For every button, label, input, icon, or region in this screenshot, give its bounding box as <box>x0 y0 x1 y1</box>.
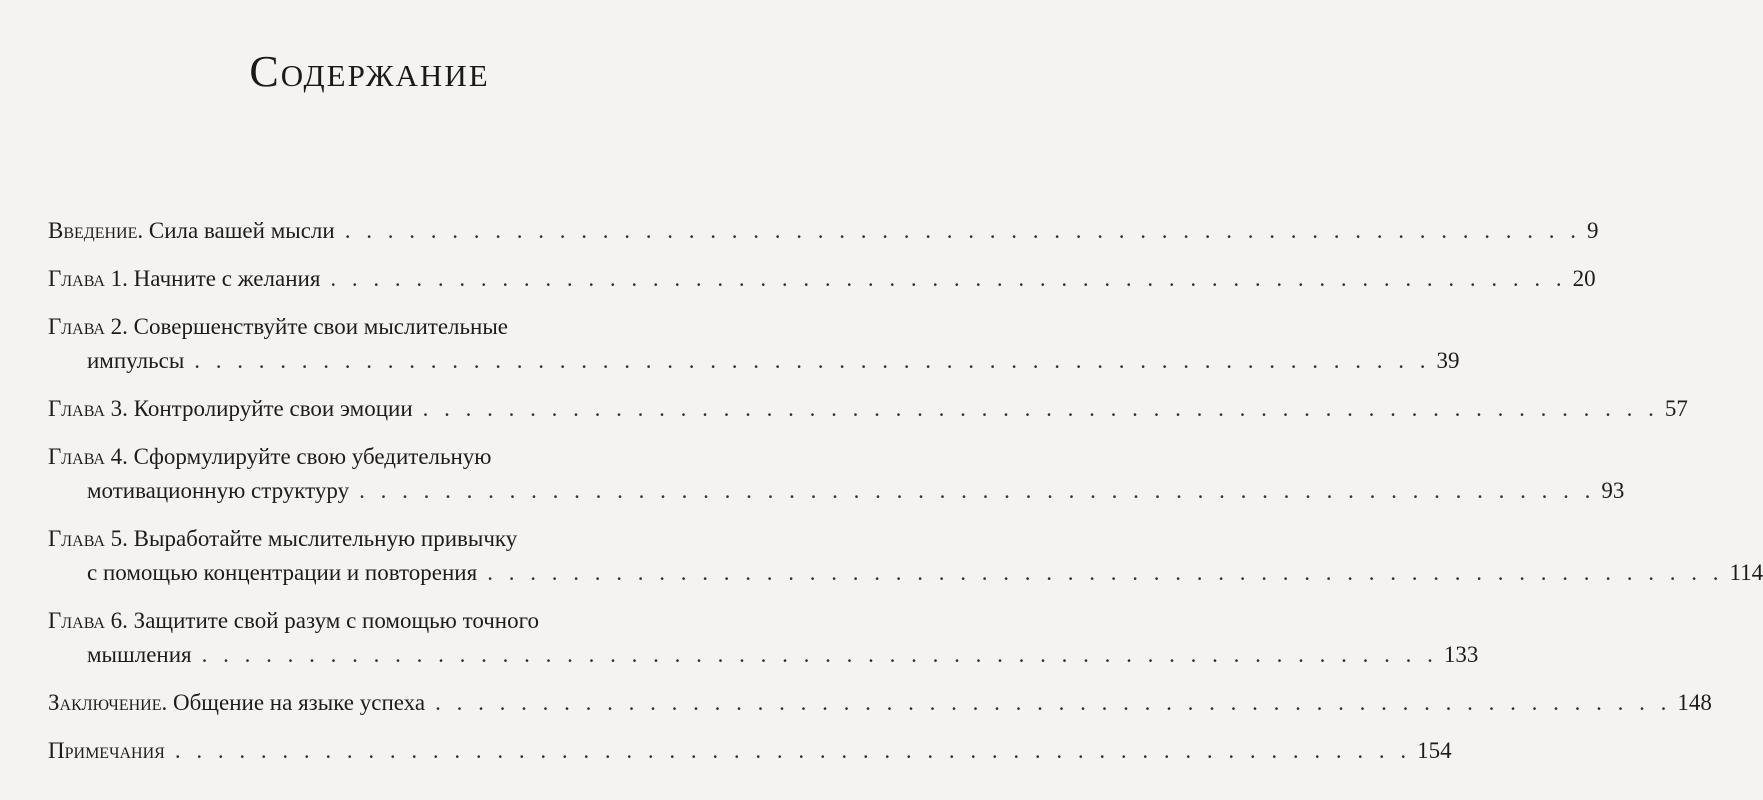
toc-entry-prefix: Глава 2. <box>48 314 128 339</box>
toc-entry-label <box>87 474 349 508</box>
toc-entry-text: Общение на языке успеха <box>173 690 426 715</box>
toc-page-number: 154 <box>1417 738 1452 763</box>
toc-entry-label <box>48 522 517 556</box>
toc-page-number: 93 <box>1601 478 1625 503</box>
toc-entry-label <box>48 440 492 474</box>
toc-line <box>48 474 1625 508</box>
toc-line <box>48 344 1460 378</box>
toc-page-number: 148 <box>1677 690 1712 715</box>
toc-entry-label <box>48 686 425 720</box>
toc-line <box>48 734 1452 768</box>
toc-entry[interactable] <box>48 604 1479 672</box>
toc-entry-text: импульсы <box>87 348 185 373</box>
toc-entry-label <box>48 214 335 248</box>
toc-entry-text: Сила вашей мысли <box>148 218 335 243</box>
toc-entry-label <box>87 344 184 378</box>
toc-entry-text: Совершенствуйте свои мыслительные <box>133 314 508 339</box>
toc-entry-prefix: Глава 4. <box>48 444 128 469</box>
toc-entry-text: Сформулируйте свою убедительную <box>133 444 492 469</box>
toc-line <box>48 638 1479 672</box>
toc-entry-label <box>87 638 192 672</box>
table-of-contents <box>48 214 1763 768</box>
toc-entry-text: Выработайте мыслительную привычку <box>133 526 518 551</box>
toc-entry-text: Защитите свой разум с помощью точного <box>133 608 539 633</box>
toc-entry[interactable] <box>48 734 1452 768</box>
dot-leader: . . . . . . . . . . . . . . . . . . . . . . . . . . . . . . . . . . . . . . . . . . . . . . . . . . . . . . . . . . <box>435 690 1672 715</box>
toc-entry-text: мышления <box>87 642 192 667</box>
toc-entry-prefix: Примечания <box>48 738 165 763</box>
dot-leader: . . . . . . . . . . . . . . . . . . . . . . . . . . . . . . . . . . . . . . . . . . . . . . . . . . . . . . . . . . <box>201 642 1438 667</box>
toc-entry-text: Начните с желания <box>133 266 321 291</box>
dot-leader: . . . . . . . . . . . . . . . . . . . . . . . . . . . . . . . . . . . . . . . . . . . . . . . . . . . . . . . . . . <box>344 218 1581 243</box>
toc-entry-label <box>48 310 508 344</box>
toc-line <box>48 556 1763 590</box>
toc-line <box>48 310 630 344</box>
toc-line <box>48 440 630 474</box>
page-title: Содержание <box>249 47 490 96</box>
toc-entry[interactable] <box>48 214 1599 248</box>
toc-entry[interactable] <box>48 440 1625 508</box>
toc-entry[interactable] <box>48 310 1460 378</box>
toc-line <box>48 522 630 556</box>
toc-entry-prefix: Глава 3. <box>48 396 128 421</box>
toc-entry[interactable] <box>48 686 1712 720</box>
toc-line <box>48 262 1596 296</box>
toc-line <box>48 392 1688 426</box>
toc-entry-label <box>48 734 165 768</box>
dot-leader: . . . . . . . . . . . . . . . . . . . . . . . . . . . . . . . . . . . . . . . . . . . . . . . . . . . . . . . . . . <box>359 478 1596 503</box>
toc-entry-prefix: Глава 5. <box>48 526 128 551</box>
toc-page-number: 39 <box>1436 348 1460 373</box>
toc-entry-label <box>87 556 477 590</box>
toc-line <box>48 214 1599 248</box>
toc-entry-label <box>48 604 539 638</box>
toc-line <box>48 604 630 638</box>
toc-entry-prefix: Заключение. <box>48 690 168 715</box>
toc-entry-label <box>48 262 320 296</box>
toc-page-number: 133 <box>1443 642 1479 667</box>
toc-entry[interactable] <box>48 392 1688 426</box>
toc-entry-prefix: Глава 1. <box>48 266 128 291</box>
toc-entry[interactable] <box>48 522 1763 590</box>
toc-page-number: 114 <box>1729 560 1763 585</box>
dot-leader: . . . . . . . . . . . . . . . . . . . . . . . . . . . . . . . . . . . . . . . . . . . . . . . . . . . . . . . . . . <box>174 738 1412 763</box>
toc-page-number: 20 <box>1572 266 1596 291</box>
toc-entry[interactable] <box>48 262 1596 296</box>
toc-page-number: 9 <box>1586 218 1599 243</box>
toc-entry-label <box>48 392 413 426</box>
dot-leader: . . . . . . . . . . . . . . . . . . . . . . . . . . . . . . . . . . . . . . . . . . . . . . . . . . . . . . . . . . <box>487 560 1724 585</box>
dot-leader: . . . . . . . . . . . . . . . . . . . . . . . . . . . . . . . . . . . . . . . . . . . . . . . . . . . . . . . . . . <box>330 266 1567 291</box>
toc-line <box>48 686 1712 720</box>
toc-entry-text: с помощью концентрации и повторения <box>87 560 478 585</box>
toc-page-number: 57 <box>1664 396 1688 421</box>
toc-entry-prefix: Введение. <box>48 218 144 243</box>
dot-leader: . . . . . . . . . . . . . . . . . . . . . . . . . . . . . . . . . . . . . . . . . . . . . . . . . . . . . . . . . . <box>422 396 1659 421</box>
toc-entry-text: Контролируйте свои эмоции <box>133 396 413 421</box>
dot-leader: . . . . . . . . . . . . . . . . . . . . . . . . . . . . . . . . . . . . . . . . . . . . . . . . . . . . . . . . . . <box>194 348 1431 373</box>
toc-entry-text: мотивационную структуру <box>87 478 350 503</box>
toc-entry-prefix: Глава 6. <box>48 608 128 633</box>
